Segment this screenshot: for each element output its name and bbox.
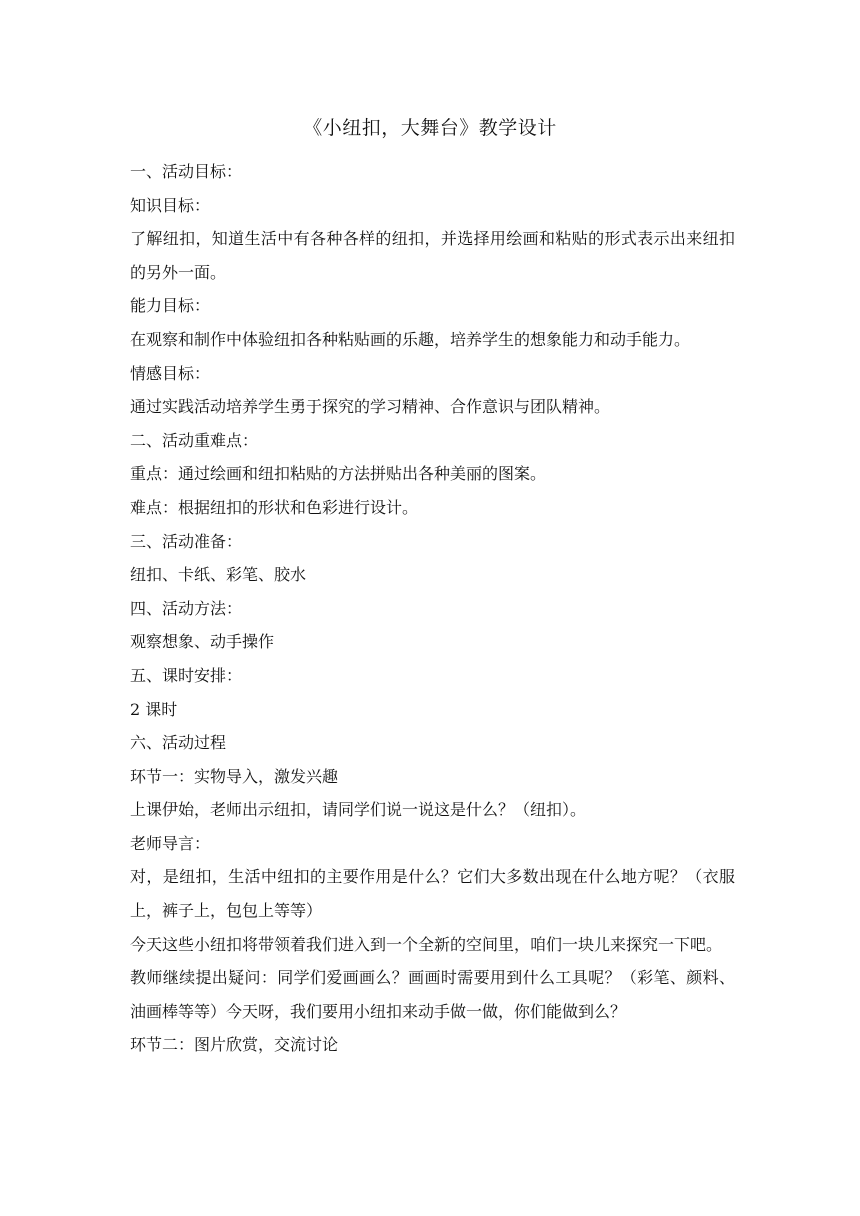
paragraph-materials: 纽扣、卡纸、彩笔、胶水 bbox=[130, 565, 307, 585]
subheading-step-one: 环节一：实物导入，激发兴趣 bbox=[130, 766, 339, 786]
section-heading-preparation: 三、活动准备： bbox=[130, 531, 243, 551]
paragraph-ability-goal: 在观察和制作中体验纽扣各种粘贴画的乐趣，培养学生的想象能力和动手能力。 bbox=[130, 329, 691, 349]
paragraph-emotion-goal: 通过实践活动培养学生勇于探究的学习精神、合作意识与团队精神。 bbox=[130, 397, 611, 417]
paragraph-step-one-intro: 上课伊始，老师出示纽扣，请同学们说一说这是什么？（纽扣）。 bbox=[130, 800, 587, 820]
document-title: 《小纽扣，大舞台》教学设计 bbox=[303, 117, 557, 139]
section-heading-key-points: 二、活动重难点： bbox=[130, 430, 259, 450]
paragraph-button-usage: 对，是纽扣，生活中纽扣的主要作用是什么？它们大多数出现在什么地方呢？（衣服上，裤子上，包包上等等） bbox=[130, 867, 735, 921]
paragraph-knowledge-goal: 了解纽扣，知道生活中有各种各样的纽扣，并选择用绘画和粘贴的形式表示出来纽扣的另外一面。 bbox=[130, 229, 735, 282]
document-body bbox=[130, 155, 735, 1062]
section-heading-schedule: 五、课时安排： bbox=[130, 665, 243, 685]
paragraph-teacher-intro-label: 老师导言： bbox=[130, 833, 211, 853]
paragraph-schedule: 2 课时 bbox=[130, 699, 178, 719]
section-heading-goals: 一、活动目标： bbox=[130, 162, 243, 181]
subheading-emotion-goal: 情感目标： bbox=[130, 363, 211, 383]
subheading-knowledge-goal: 知识目标： bbox=[130, 195, 211, 215]
paragraph-methods: 观察想象、动手操作 bbox=[130, 632, 275, 652]
paragraph-key-point: 重点：通过绘画和纽扣粘贴的方法拼贴出各种美丽的图案。 bbox=[130, 464, 547, 484]
section-heading-methods: 四、活动方法： bbox=[130, 598, 243, 618]
section-heading-process: 六、活动过程 bbox=[130, 733, 227, 753]
paragraph-explore: 今天这些小纽扣将带领着我们进入到一个全新的空间里，咱们一块儿来探究一下吧。 bbox=[130, 934, 723, 954]
subheading-ability-goal: 能力目标： bbox=[130, 296, 211, 316]
paragraph-teacher-question: 教师继续提出疑问：同学们爱画画么？画画时需要用到什么工具呢？（彩笔、颜料、油画棒等等）今天呀，我们要用小纽扣来动手做一做，你们能做到么？ bbox=[130, 968, 735, 1021]
subheading-step-two: 环节二：图片欣赏，交流讨论 bbox=[130, 1035, 339, 1055]
paragraph-difficult-point: 难点：根据纽扣的形状和色彩进行设计。 bbox=[130, 497, 419, 517]
